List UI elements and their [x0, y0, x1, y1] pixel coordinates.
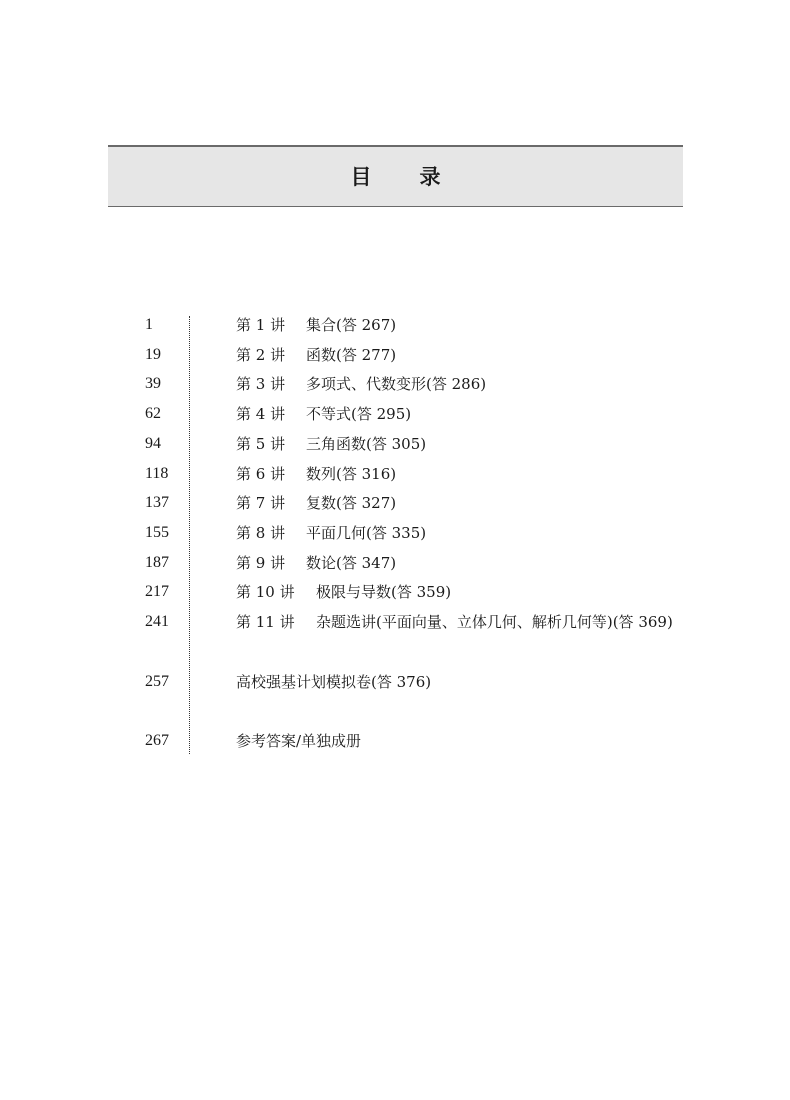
- toc-row[interactable]: [0, 402, 790, 426]
- toc-topic: 平面几何(答 335): [306, 524, 427, 542]
- toc-lecture-label: 第 2 讲: [236, 346, 286, 364]
- toc-row[interactable]: [0, 372, 790, 396]
- toc-page-number: 1: [145, 316, 153, 333]
- title-bottom-rule: [108, 206, 683, 208]
- toc-row[interactable]: [0, 670, 790, 694]
- toc-row[interactable]: [0, 462, 790, 486]
- toc-lecture-label: 第 9 讲: [236, 554, 286, 572]
- toc-topic: 三角函数(答 305): [306, 435, 427, 453]
- toc-lecture-label: 第 5 讲: [236, 435, 286, 453]
- toc-page-number: 39: [145, 375, 161, 392]
- toc-topic: 极限与导数(答 359): [316, 583, 452, 601]
- toc-page-number: 62: [145, 405, 161, 422]
- toc-row[interactable]: [0, 729, 790, 753]
- toc-lecture-label: 第 11 讲: [236, 613, 295, 631]
- toc-page-number: 19: [145, 346, 161, 363]
- toc-row[interactable]: [0, 610, 790, 634]
- toc-lecture-label: 第 8 讲: [236, 524, 286, 542]
- toc-lecture-label: 第 1 讲: [236, 316, 286, 334]
- toc-page-number: 257: [145, 673, 169, 690]
- toc-lecture-label: 第 6 讲: [236, 465, 286, 483]
- toc-page-number: 241: [145, 613, 169, 630]
- toc-row[interactable]: [0, 491, 790, 515]
- toc-topic: 集合(答 267): [306, 316, 397, 334]
- toc-page-number: 187: [145, 554, 169, 571]
- toc-row[interactable]: [0, 432, 790, 456]
- toc-lecture-label: 第 7 讲: [236, 494, 286, 512]
- toc-page-number: 155: [145, 524, 169, 541]
- toc-page-number: 118: [145, 465, 169, 482]
- toc-row[interactable]: [0, 580, 790, 604]
- page-title: [108, 145, 683, 207]
- toc-topic: 函数(答 277): [306, 346, 397, 364]
- toc-topic: 复数(答 327): [306, 494, 397, 512]
- toc-topic: 数列(答 316): [306, 465, 397, 483]
- toc-entry-title: 参考答案/单独成册: [236, 732, 362, 750]
- toc-lecture-label: 第 10 讲: [236, 583, 295, 601]
- toc-page-number: 267: [145, 732, 169, 749]
- toc-row[interactable]: [0, 313, 790, 337]
- title-char-1: 目: [350, 165, 372, 189]
- toc-lecture-label: 第 3 讲: [236, 375, 286, 393]
- toc-row[interactable]: [0, 551, 790, 575]
- toc-topic: 数论(答 347): [306, 554, 397, 572]
- toc-entry-title: 高校强基计划模拟卷(答 376): [236, 673, 432, 691]
- toc-topic: 杂题选讲(平面向量、立体几何、解析几何等)(答 369): [316, 613, 673, 631]
- toc-page-number: 217: [145, 583, 169, 600]
- toc-topic: 不等式(答 295): [306, 405, 412, 423]
- toc-row[interactable]: [0, 521, 790, 545]
- toc-topic: 多项式、代数变形(答 286): [306, 375, 487, 393]
- title-char-2: 录: [419, 165, 441, 189]
- toc-row[interactable]: [0, 343, 790, 367]
- toc-title-band: [108, 145, 683, 207]
- toc-page-number: 137: [145, 494, 169, 511]
- toc-lecture-label: 第 4 讲: [236, 405, 286, 423]
- toc-page-number: 94: [145, 435, 161, 452]
